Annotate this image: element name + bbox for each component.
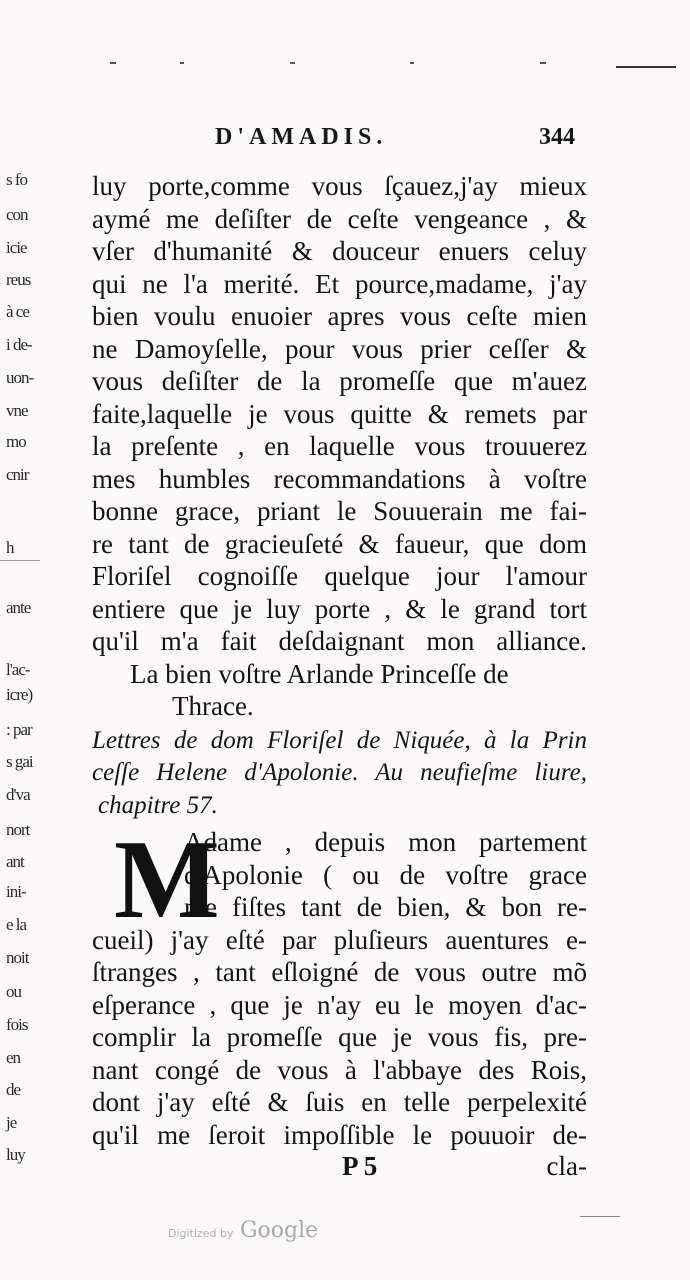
top-right-rule <box>616 66 676 68</box>
margin-fragment: l'ac- <box>6 660 30 679</box>
text-line: entiere que je luy porte , & le grand tort <box>92 593 587 624</box>
margin-fragment: ini- <box>6 882 26 901</box>
bottom-right-rule <box>580 1216 620 1217</box>
text-line: faite,laquelle je vous quitte & remets par <box>92 398 587 429</box>
margin-fragment: ant <box>6 852 24 871</box>
watermark-prefix: Digitized by <box>168 1227 234 1240</box>
text-line: complir la promeſſe que je vous fis, pre- <box>92 1022 587 1052</box>
margin-fragment: h <box>6 538 14 557</box>
margin-fragment: mo <box>6 432 26 451</box>
running-header <box>215 124 575 156</box>
margin-fragment: e la <box>6 915 27 934</box>
text-line: bonne grace, priant le Souuerain me fai- <box>92 496 587 526</box>
text-line: re tant de gracieuſeté & faueur, que dom <box>92 528 587 559</box>
text-line: luy porte,comme vous ſçauez,j'ay mieux <box>92 171 587 201</box>
google-logo: Google <box>239 1218 319 1243</box>
margin-fragment: luy <box>6 1145 25 1164</box>
text-line: aymé me deſiſter de ceſte vengeance , & <box>92 203 587 234</box>
margin-fragment: ou <box>6 982 21 1001</box>
letter-body <box>92 170 587 658</box>
text-line: bien voulu enuoier apres vous ceſte mien <box>92 301 587 331</box>
heading-line: ceſſe Helene d'Apolonie. Au neufieſme liure, <box>92 759 587 786</box>
margin-fragment: con <box>6 205 28 224</box>
margin-fragment: je <box>6 1113 17 1132</box>
margin-fragment: d'va <box>6 785 30 804</box>
text-line: eſperance , que je n'ay eu le moyen d'ac- <box>92 989 587 1020</box>
margin-fragment: fois <box>6 1015 28 1034</box>
text-line: ne Damoyſelle, pour vous prier ceſſer & <box>92 333 587 364</box>
text-line: vous deſiſter de la promeſſe que m'auez <box>92 366 587 396</box>
signature-line: La bien voſtre Arlande Princeſſe de <box>130 658 509 689</box>
letter-signature <box>92 658 587 723</box>
text-line: me fiſtes tant de bien, & bon re- <box>184 892 587 922</box>
text-line: qu'il m'a fait deſdaignant mon alliance. <box>92 626 587 656</box>
second-letter <box>92 818 587 1151</box>
margin-fragment: s fo <box>6 170 28 189</box>
text-line: Adame , depuis mon partement <box>184 827 587 857</box>
text-line: ſtranges , tant eſloigné de vous outre mõ <box>92 957 587 987</box>
text-line: mes humbles recommandations à voſtre <box>92 463 587 494</box>
letter-heading <box>92 725 587 823</box>
margin-fragment: à ce <box>6 302 29 321</box>
margin-fragment: icre) <box>6 685 33 704</box>
margin-fragment: reus <box>6 270 31 289</box>
page-footer <box>92 1151 587 1185</box>
text-line: la preſente , en laquelle vous trouuerez <box>92 431 587 461</box>
digitized-watermark <box>168 1218 318 1243</box>
text-line: qu'il me ſeroit impoſſible le pouuoir de- <box>92 1119 587 1150</box>
signature-line: Thrace. <box>172 691 254 721</box>
margin-rule <box>0 560 40 561</box>
heading-line: chapitre 57. <box>98 791 218 819</box>
catchword: cla- <box>546 1151 587 1181</box>
margin-fragment: cnir <box>6 465 29 484</box>
text-line: dont j'ay eſté & ſuis en telle perpelexité <box>92 1087 587 1117</box>
margin-fragment: : par <box>6 720 32 739</box>
text-line: nant congé de vous à l'abbaye des Rois, <box>92 1054 587 1085</box>
margin-fragment: noit <box>6 948 29 967</box>
main-text <box>92 170 587 1185</box>
margin-fragment: vne <box>6 401 28 420</box>
margin-fragment: uon- <box>6 368 34 387</box>
margin-fragment: de <box>6 1080 21 1099</box>
margin-fragment: nort <box>6 820 30 839</box>
scan-specks <box>110 62 670 72</box>
margin-fragment: en <box>6 1048 21 1067</box>
text-line: Floriſel cognoiſſe quelque jour l'amour <box>92 561 587 591</box>
text-line: d'Apolonie ( ou de voſtre grace <box>184 859 587 890</box>
heading-line: Lettres de dom Floriſel de Niquée, à la Prin <box>92 726 587 754</box>
text-line: qui ne l'a merité. Et pource,madame, j'ay <box>92 268 587 299</box>
signature-mark: P 5 <box>342 1151 378 1181</box>
margin-fragment: s gai <box>6 752 33 771</box>
margin-fragment: i de- <box>6 335 32 354</box>
running-title: D'AMADIS. <box>215 124 388 150</box>
text-line: cueil) j'ay eſté par pluſieurs auentures e- <box>92 924 587 955</box>
margin-fragment: icie <box>6 238 27 257</box>
margin-fragment: ante <box>6 598 31 617</box>
drop-cap: M <box>114 818 220 942</box>
page-number: 344 <box>539 124 575 150</box>
text-line: vſer d'humanité & douceur enuers celuy <box>92 236 587 266</box>
